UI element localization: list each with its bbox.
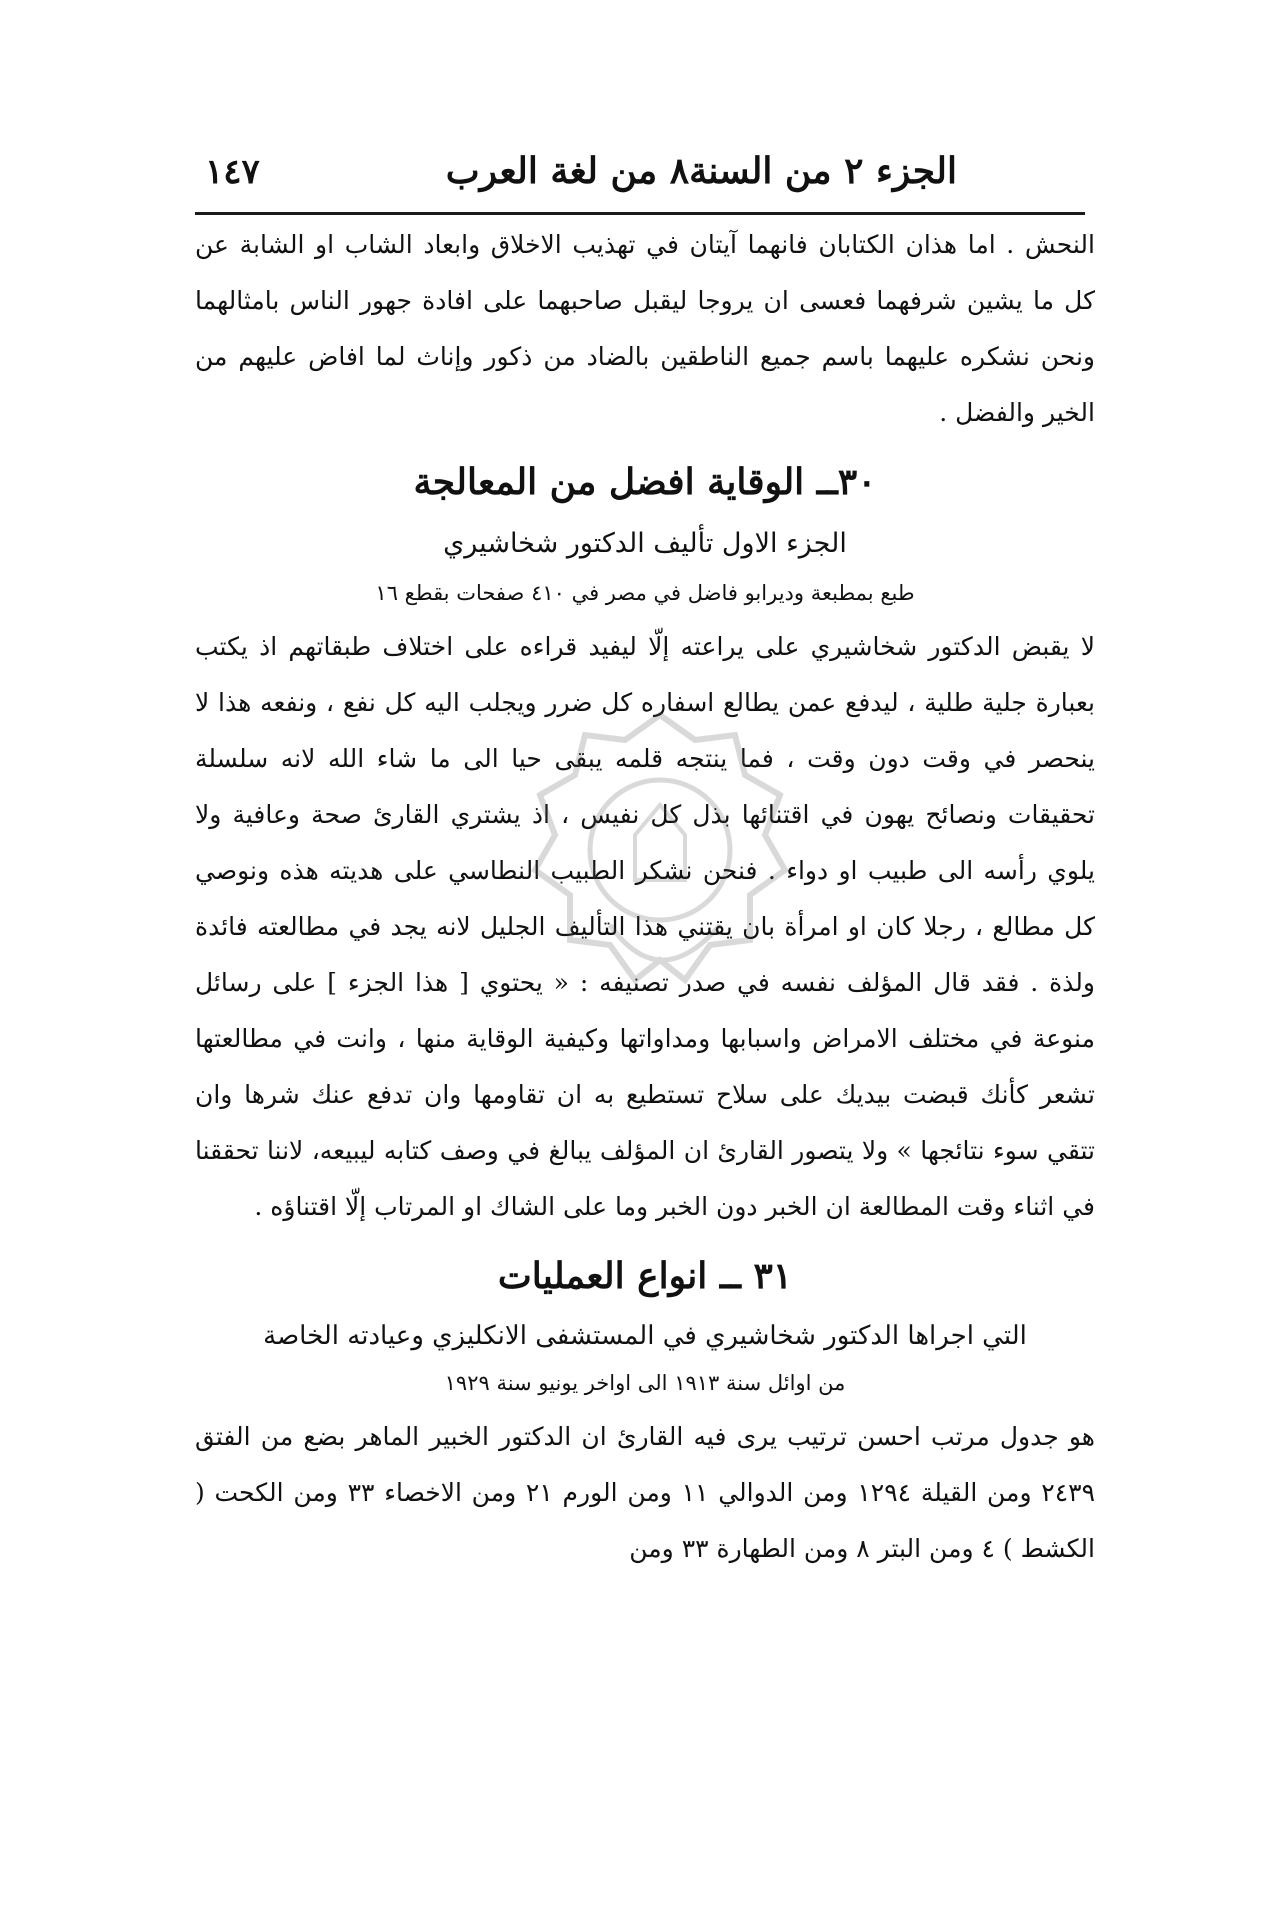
page-number: ١٤٧ [205,152,260,192]
section-31-subheading: التي اجراها الدكتور شخاشيري في المستشفى الانكليزي وعيادته الخاصة [263,1321,1027,1351]
section-30-publication-info: طبع بمطبعة وديرابو فاضل في مصر في ٤١٠ صفحات بقطع ١٦ [375,581,915,605]
section-30-heading: ٣٠ــ الوقاية افضل من المعالجة [413,461,877,503]
section-30-subheading: الجزء الاول تأليف الدكتور شخاشيري [443,528,847,559]
section-31-date-info: من اوائل سنة ١٩١٣ الى اواخر يونيو سنة ١٩٢٩ [444,1371,846,1395]
section-31-heading: ٣١ ــ انواع العمليات [497,1255,793,1297]
intro-paragraph: النحش . اما هذان الكتابان فانهما آيتان في تهذيب الاخلاق وابعاد الشاب او الشابة عن كل ما يشين شرفهما فعسى ان يروجا ليقبل صاحبهما على افادة جهور الناس بامثالهما ونحن نشكره عليهما باسم جميع الناطقين بالضاد من ذكور وإناث لما افاض عليهم من الخير والفضل . [195,230,1095,427]
running-header [195,150,1085,215]
section-30-body: لا يقبض الدكتور شخاشيري على يراعته إلّا ليفيد قراءه على اختلاف طبقاتهم اذ يكتب بعبارة جلية طلية ، ليدفع عمن يطالع اسفاره كل ضرر ويجلب اليه كل نفع ، ونفعه هذا لا ينحصر في وقت دون وقت ، فما ينتجه قلمه يبقى حيا الى ما شاء الله لانه سلسلة تحقيقات ونصائح يهون في اقتنائها بذل كل نفيس ، اذ يشتري القارئ صحة وعافية ولا يلوي رأسه الى طبيب او دواء . فنحن نشكر الطبيب النطاسي على هديته هذه ونوصي كل مطالع ، رجلا كان او امرأة بان يقتني هذا التأليف الجليل لانه يجد في مطالعته فائدة ولذة . فقد قال المؤلف نفسه في صدر تصنيفه : « يحتوي [ هذا الجزء ] على رسائل منوعة في مختلف الامراض واسبابها ومداواتها وكيفية الوقاية منها ، وانت في مطالعتها تشعر كأنك قبضت بيديك على سلاح تستطيع به ان تقاومها وان تدفع عنك شرها وان تتقي سوء نتائجها » ولا يتصور القارئ ان المؤلف يبالغ في وصف كتابه ليبيعه، لاننا تحققنا في اثناء وقت المطالعة ان الخبر دون الخبر وما على الشاك او المرتاب إلّا اقتناؤه . [195,632,1095,1221]
document-page [195,150,1095,1870]
section-31-body: هو جدول مرتب احسن ترتيب يرى فيه القارئ ان الدكتور الخبير الماهر بضع من الفتق ٢٤٣٩ ومن القيلة ١٢٩٤ ومن الدوالي ١١ ومن الورم ٢١ ومن الاخصاء ٣٣ ومن الكحت ( الكشط ) ٤ ومن البتر ٨ ومن الطهارة ٣٣ ومن [195,1422,1095,1563]
running-title: الجزء ٢ من السنة٨ من لغة العرب [445,150,957,192]
